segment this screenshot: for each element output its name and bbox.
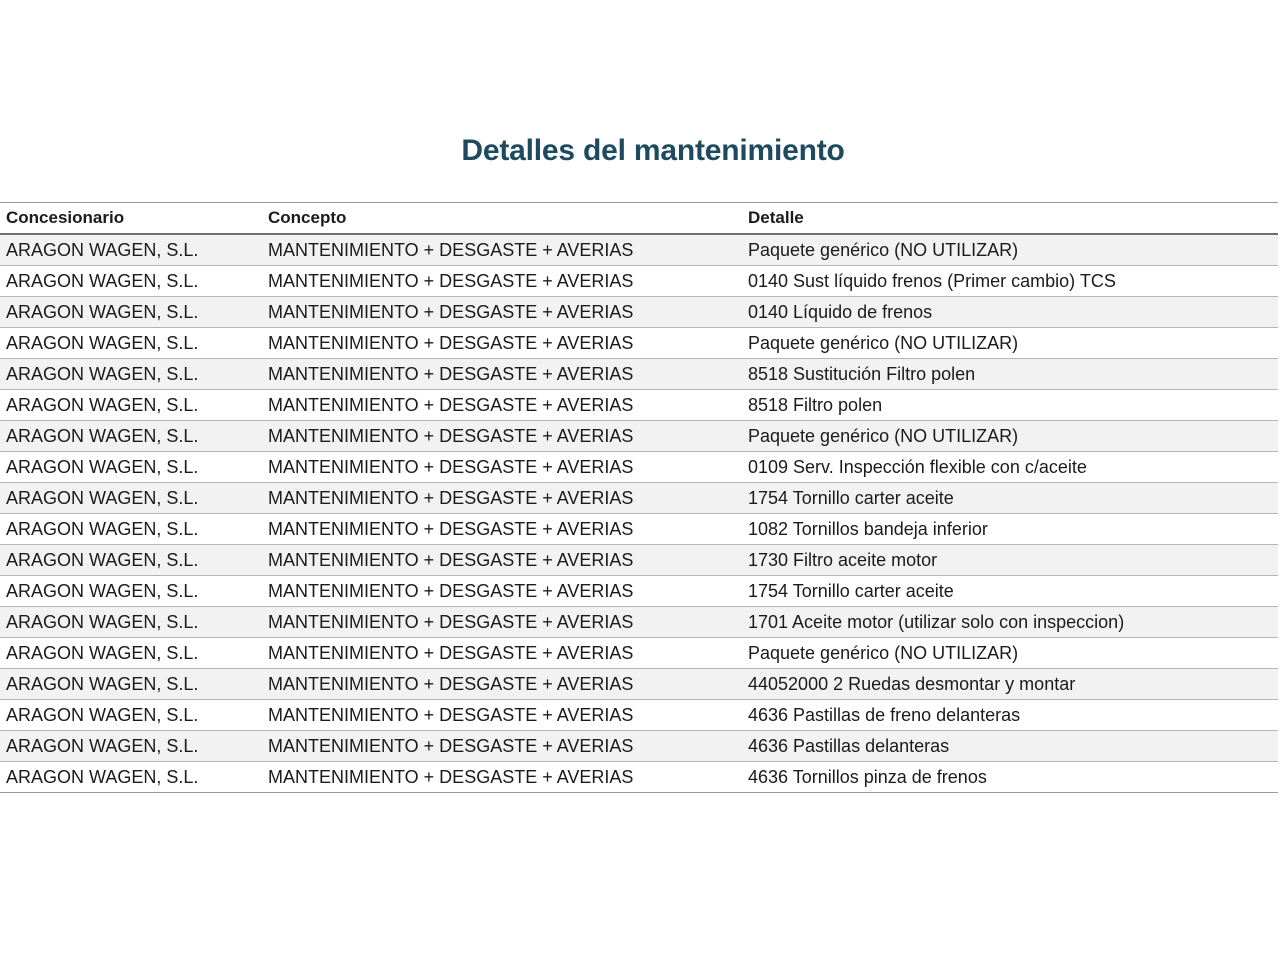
cell-concesionario: ARAGON WAGEN, S.L. [0, 607, 262, 638]
cell-detalle: Paquete genérico (NO UTILIZAR) [742, 234, 1278, 266]
header-row [0, 203, 1278, 235]
table-row [0, 762, 1278, 793]
cell-concesionario: ARAGON WAGEN, S.L. [0, 514, 262, 545]
cell-concepto: MANTENIMIENTO + DESGASTE + AVERIAS [262, 669, 742, 700]
table-row [0, 731, 1278, 762]
cell-detalle: Paquete genérico (NO UTILIZAR) [742, 421, 1278, 452]
cell-concesionario: ARAGON WAGEN, S.L. [0, 731, 262, 762]
header-concepto: Concepto [262, 203, 742, 235]
cell-concesionario: ARAGON WAGEN, S.L. [0, 297, 262, 328]
cell-concepto: MANTENIMIENTO + DESGASTE + AVERIAS [262, 390, 742, 421]
cell-detalle: Paquete genérico (NO UTILIZAR) [742, 638, 1278, 669]
page-title: Detalles del mantenimiento [461, 134, 845, 167]
table-row [0, 297, 1278, 328]
table-row [0, 266, 1278, 297]
cell-concepto: MANTENIMIENTO + DESGASTE + AVERIAS [262, 421, 742, 452]
cell-concesionario: ARAGON WAGEN, S.L. [0, 328, 262, 359]
cell-concesionario: ARAGON WAGEN, S.L. [0, 576, 262, 607]
cell-detalle: 4636 Pastillas delanteras [742, 731, 1278, 762]
cell-detalle: 44052000 2 Ruedas desmontar y montar [742, 669, 1278, 700]
cell-concepto: MANTENIMIENTO + DESGASTE + AVERIAS [262, 328, 742, 359]
cell-concepto: MANTENIMIENTO + DESGASTE + AVERIAS [262, 638, 742, 669]
table-row [0, 607, 1278, 638]
cell-detalle: 4636 Pastillas de freno delanteras [742, 700, 1278, 731]
cell-concesionario: ARAGON WAGEN, S.L. [0, 266, 262, 297]
cell-detalle: 1754 Tornillo carter aceite [742, 576, 1278, 607]
cell-detalle: 8518 Filtro polen [742, 390, 1278, 421]
table-row [0, 545, 1278, 576]
cell-concepto: MANTENIMIENTO + DESGASTE + AVERIAS [262, 266, 742, 297]
cell-concepto: MANTENIMIENTO + DESGASTE + AVERIAS [262, 731, 742, 762]
table-header [0, 203, 1278, 235]
cell-concepto: MANTENIMIENTO + DESGASTE + AVERIAS [262, 545, 742, 576]
cell-concepto: MANTENIMIENTO + DESGASTE + AVERIAS [262, 700, 742, 731]
cell-detalle: 0140 Líquido de frenos [742, 297, 1278, 328]
cell-concesionario: ARAGON WAGEN, S.L. [0, 762, 262, 793]
table-row [0, 700, 1278, 731]
table-row [0, 421, 1278, 452]
cell-concesionario: ARAGON WAGEN, S.L. [0, 452, 262, 483]
cell-concesionario: ARAGON WAGEN, S.L. [0, 390, 262, 421]
table-body [0, 234, 1278, 793]
maintenance-table [0, 202, 1278, 793]
table-row [0, 390, 1278, 421]
cell-detalle: 1082 Tornillos bandeja inferior [742, 514, 1278, 545]
table-row [0, 234, 1278, 266]
cell-concesionario: ARAGON WAGEN, S.L. [0, 545, 262, 576]
cell-concesionario: ARAGON WAGEN, S.L. [0, 421, 262, 452]
table-row [0, 638, 1278, 669]
cell-detalle: 4636 Tornillos pinza de frenos [742, 762, 1278, 793]
cell-concepto: MANTENIMIENTO + DESGASTE + AVERIAS [262, 297, 742, 328]
cell-concepto: MANTENIMIENTO + DESGASTE + AVERIAS [262, 483, 742, 514]
cell-detalle: 1754 Tornillo carter aceite [742, 483, 1278, 514]
table-row [0, 483, 1278, 514]
cell-concepto: MANTENIMIENTO + DESGASTE + AVERIAS [262, 359, 742, 390]
cell-concepto: MANTENIMIENTO + DESGASTE + AVERIAS [262, 576, 742, 607]
cell-concesionario: ARAGON WAGEN, S.L. [0, 483, 262, 514]
cell-concesionario: ARAGON WAGEN, S.L. [0, 234, 262, 266]
cell-detalle: 1701 Aceite motor (utilizar solo con inspeccion) [742, 607, 1278, 638]
cell-concesionario: ARAGON WAGEN, S.L. [0, 638, 262, 669]
table-row [0, 359, 1278, 390]
cell-detalle: Paquete genérico (NO UTILIZAR) [742, 328, 1278, 359]
table-row [0, 576, 1278, 607]
header-concesionario: Concesionario [0, 203, 262, 235]
cell-concesionario: ARAGON WAGEN, S.L. [0, 669, 262, 700]
cell-concesionario: ARAGON WAGEN, S.L. [0, 359, 262, 390]
table-row [0, 452, 1278, 483]
table-row [0, 328, 1278, 359]
cell-detalle: 8518 Sustitución Filtro polen [742, 359, 1278, 390]
table-row [0, 669, 1278, 700]
cell-concepto: MANTENIMIENTO + DESGASTE + AVERIAS [262, 762, 742, 793]
cell-concepto: MANTENIMIENTO + DESGASTE + AVERIAS [262, 607, 742, 638]
cell-concepto: MANTENIMIENTO + DESGASTE + AVERIAS [262, 514, 742, 545]
cell-detalle: 1730 Filtro aceite motor [742, 545, 1278, 576]
cell-detalle: 0140 Sust líquido frenos (Primer cambio) TCS [742, 266, 1278, 297]
table-row [0, 514, 1278, 545]
header-detalle: Detalle [742, 203, 1278, 235]
cell-concesionario: ARAGON WAGEN, S.L. [0, 700, 262, 731]
cell-detalle: 0109 Serv. Inspección flexible con c/aceite [742, 452, 1278, 483]
cell-concepto: MANTENIMIENTO + DESGASTE + AVERIAS [262, 452, 742, 483]
cell-concepto: MANTENIMIENTO + DESGASTE + AVERIAS [262, 234, 742, 266]
